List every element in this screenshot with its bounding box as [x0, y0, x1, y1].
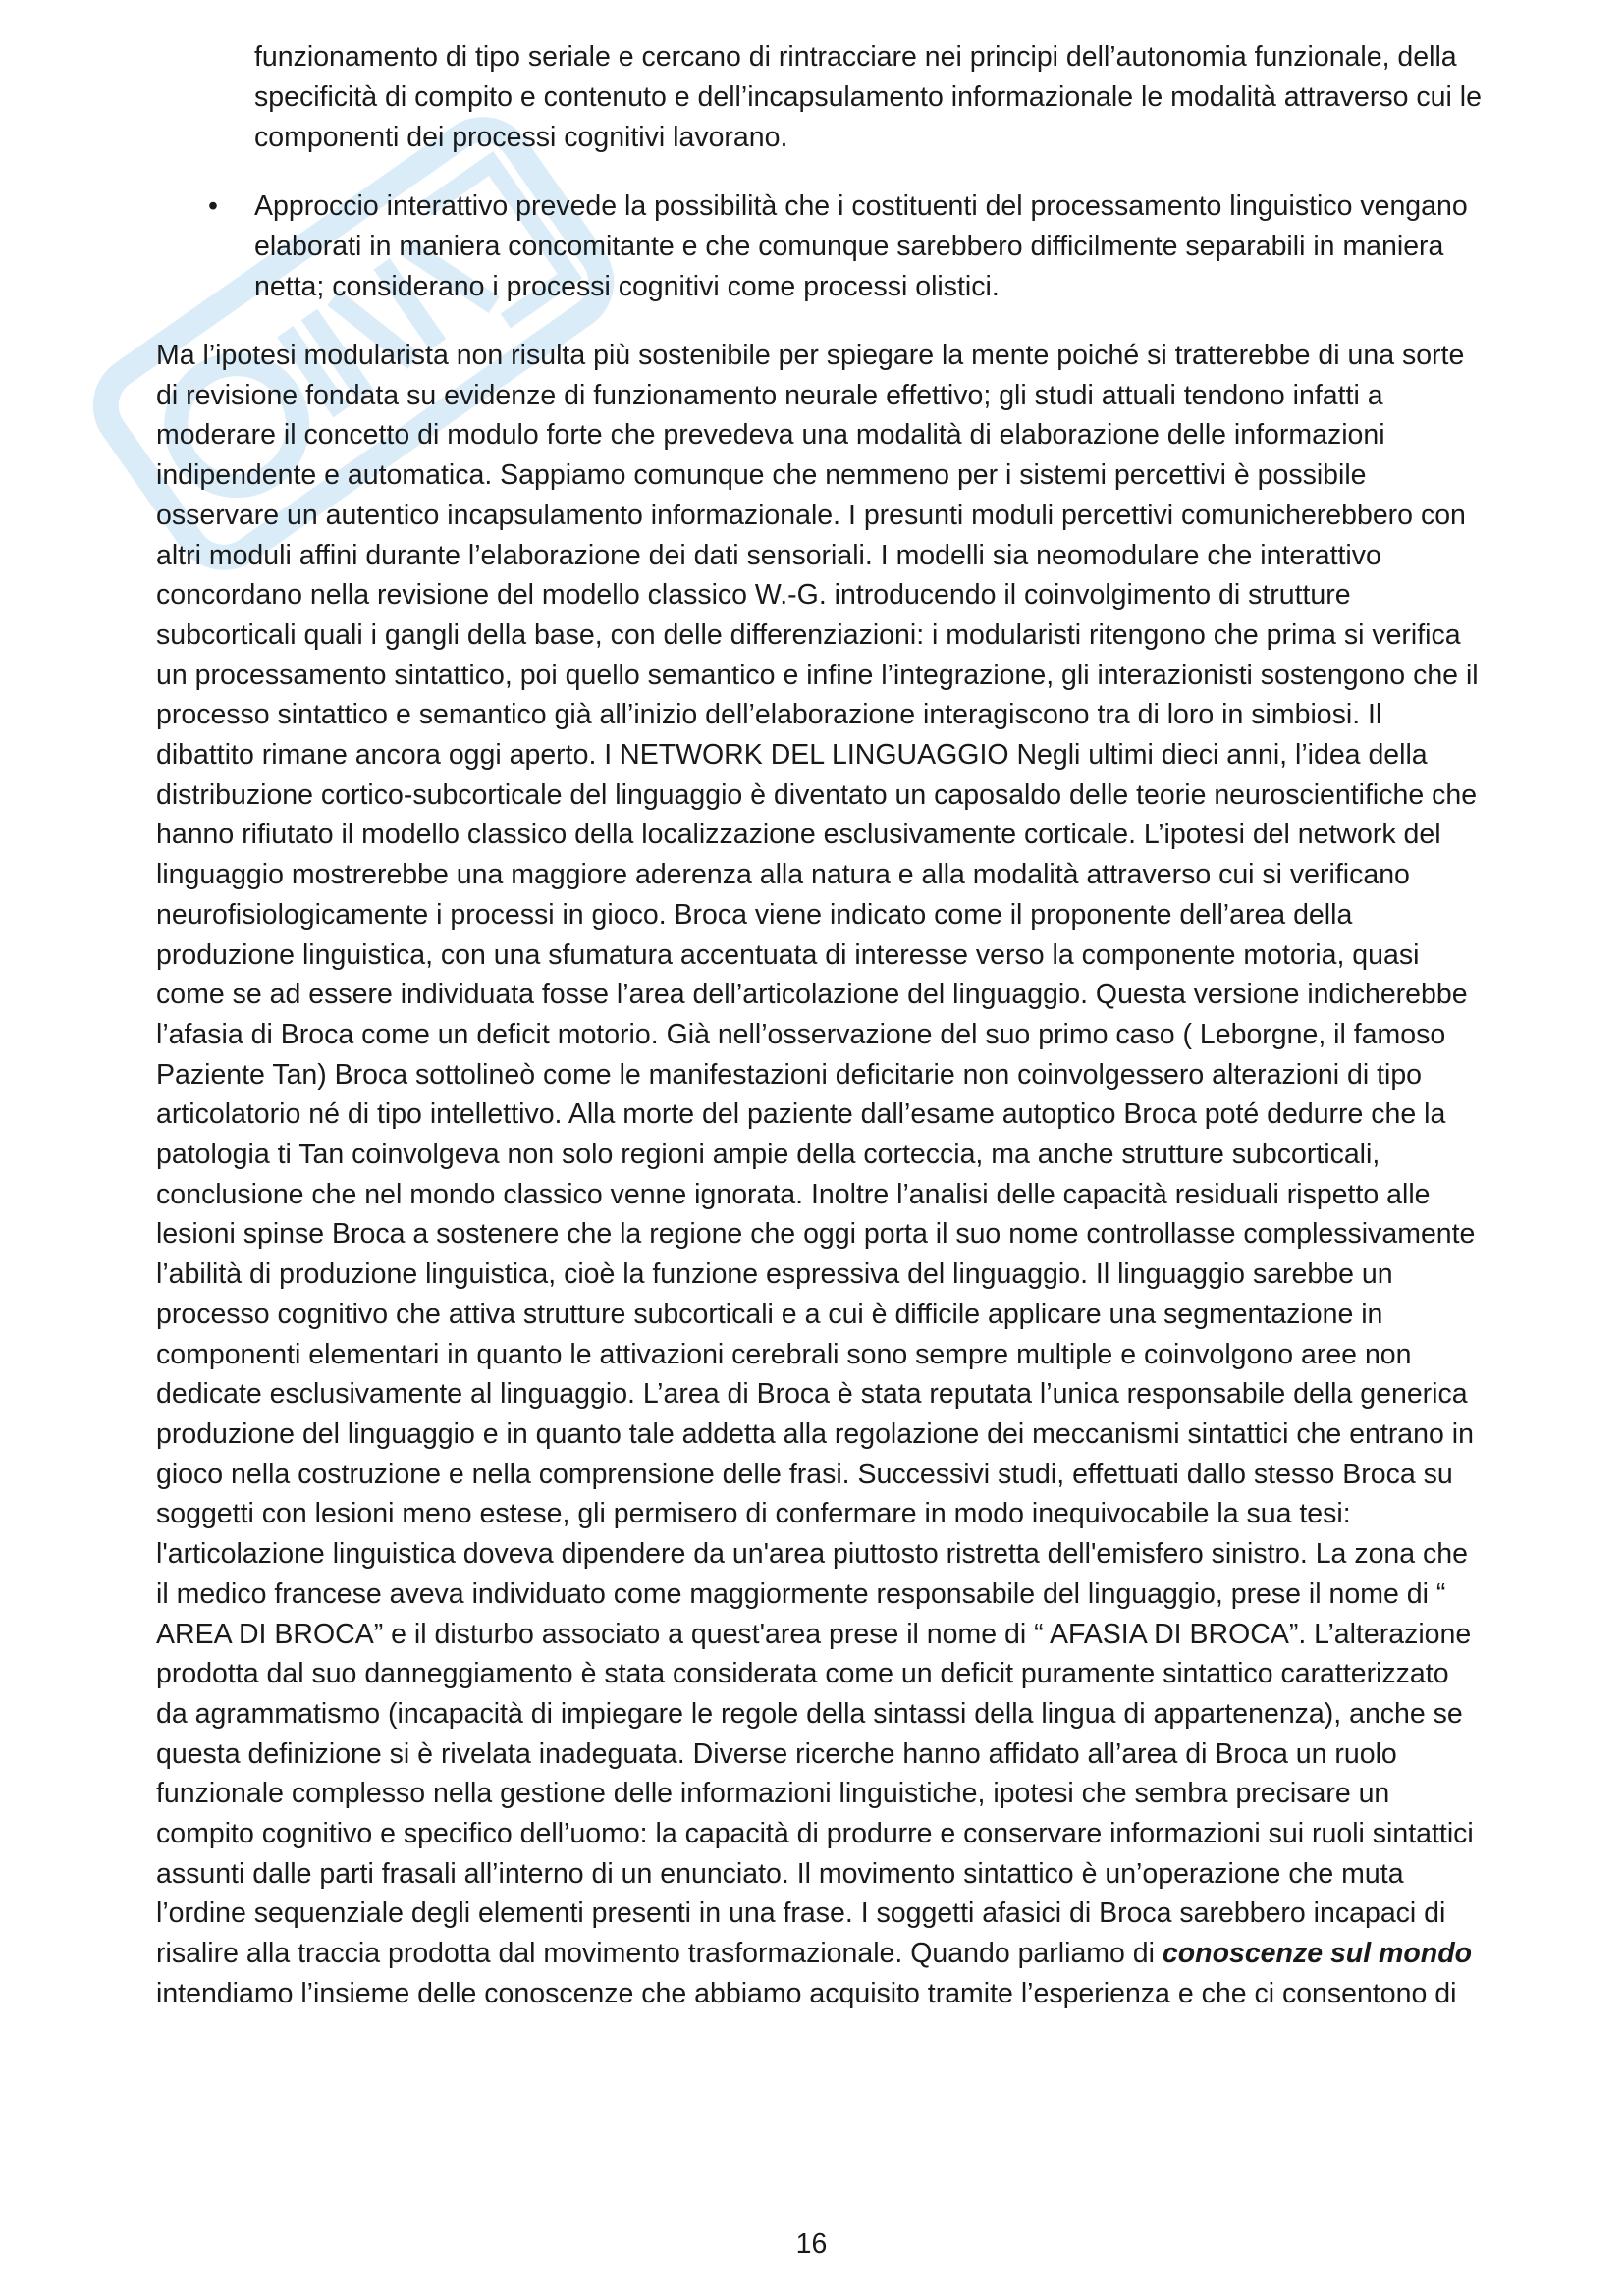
main-paragraph-text: Ma l’ipotesi modularista non risulta più sostenibile per spiegare la mente poiché si tratterebbe di una sorte di revisione fondata su evidenze di funzionamento neurale effettivo; gli studi attuali tendono infatti a moderare il concetto di modulo forte che prevedeva una modalità di elaborazione delle informazioni indipendente e automatica. Sappiamo comunque che nemmeno per i sistemi percettivi è possibile osservare un autentico incapsulamento informazionale. I presunti moduli percettivi comunicherebbero con altri moduli affini durante l’elaborazione dei dati sensoriali. I modelli sia neomodulare che interattivo concordano nella revisione del modello classico W.-G. introducendo il coinvolgimento di strutture subcorticali quali i gangli della base, con delle differenziazioni: i modularisti ritengono che prima si verifica un processamento sintattico, poi quello semantico e infine l’integrazione, gli interazionisti sostengono che il processo sintattico e semantico già all’inizio dell’elaborazione interagiscono tra di loro in simbiosi. Il dibattito rimane ancora oggi aperto. I NETWORK DEL LINGUAGGIO Negli ultimi dieci anni, l’idea della distribuzione cortico-subcorticale del linguaggio è diventato un caposaldo delle teorie neuroscientifiche che hanno rifiutato il modello classico della localizzazione esclusivamente corticale. L’ipotesi del network del linguaggio mostrerebbe una maggiore aderenza alla natura e alla modalità attraverso cui si verificano neurofisiologicamente i processi in gioco. Broca viene indicato come il proponente dell’area della produzione linguistica, con una sfumatura accentuata di interesse verso la componente motoria, quasi come se ad essere individuata fosse l’area dell’articolazione del linguaggio. Questa versione indicherebbe l’afasia di Broca come un deficit motorio. Già nell’osservazione del suo primo caso ( Leborgne, il famoso Paziente Tan) Broca sottolineò come le manifestazioni deficitarie non coinvolgessero alterazioni di tipo articolatorio né di tipo intellettivo. Alla morte del paziente dall’esame autoptico Broca poté dedurre che la patologia ti Tan coinvolgeva non solo regioni ampie della corteccia, ma anche strutture subcorticali, conclusione che nel mondo classico venne ignorata. Inoltre l’analisi delle capacità residuali rispetto alle lesioni spinse Broca a sostenere che la regione che oggi porta il suo nome controllasse complessivamente l’abilità di produzione linguistica, cioè la funzione espressiva del linguaggio. Il linguaggio sarebbe un processo cognitivo che attiva strutture subcorticali e a cui è difficile applicare una segmentazione in componenti elementari in quanto le attivazioni cerebrali sono sempre multiple e coinvolgono aree non dedicate esclusivamente al linguaggio. L’area di Broca è stata reputata l’unica responsabile della generica produzione del linguaggio e in quanto tale addetta alla regolazione dei meccanismi sintattici che entrano in gioco nella costruzione e nella comprensione delle frasi. Successivi studi, effettuati dallo stesso Broca su soggetti con lesioni meno estese, gli permisero di confermare in modo inequivocabile la sua tesi: l'articolazione linguistica doveva dipendere da un'area piuttosto ristretta dell'emisfero sinistro. La zona che il medico francese aveva individuato come maggiormente responsabile del linguaggio, prese il nome di “ AREA DI BROCA” e il disturbo associato a quest'area prese il nome di “ AFASIA DI BROCA”. L’alterazione prodotta dal suo danneggiamento è stata considerata come un deficit puramente sintattico caratterizzato da agrammatismo (incapacità di impiegare le regole della sintassi della lingua di appartenenza), anche se questa definizione si è rivelata inadeguata. Diverse ricerche hanno affidato all’area di Broca un ruolo funzionale complesso nella gestione delle informazioni linguistiche, ipotesi che sembra precisare un compito cognitivo e specifico dell’uomo: la capacità di produrre e conservare informazioni sui ruoli sintattici assunti dalle parti frasali all’interno di un enunciato. Il movimento sintattico è un’operazione che muta l’ordine sequenziale degli elementi presenti in una frase. I soggetti afasici di Broca sarebbero incapaci di risalire alla traccia prodotta dal movimento trasformazionale. Quando parliamo di — [156, 340, 1479, 1970]
main-paragraph — [156, 336, 1482, 2014]
bullet-marker: • — [208, 190, 218, 222]
emphasized-term: conoscenze sul mondo — [1162, 1938, 1473, 1970]
bullet-item — [204, 187, 1481, 307]
bullet-text: Approccio interattivo prevede la possibilità che i costituenti del processamento linguistico vengano elaborati in maniera concomitante e che comunque sarebbero difficilmente separabili in maniera netta; considerano i processi cognitivi come processi olistici. — [254, 190, 1468, 302]
main-paragraph-tail: intendiamo l’insieme delle conoscenze che abbiamo acquisito tramite l’esperienza e che ci consentono di — [156, 1977, 1457, 2009]
bullet-list — [204, 187, 1481, 307]
page-number: 16 — [795, 2228, 828, 2260]
continued-paragraph: funzionamento di tipo seriale e cercano di rintracciare nei principi dell’autonomia funzionale, della specificità di compito e contenuto e dell’incapsulamento informazionale le modalità attraverso cui le componenti dei processi cognitivi lavorano. — [254, 41, 1482, 153]
